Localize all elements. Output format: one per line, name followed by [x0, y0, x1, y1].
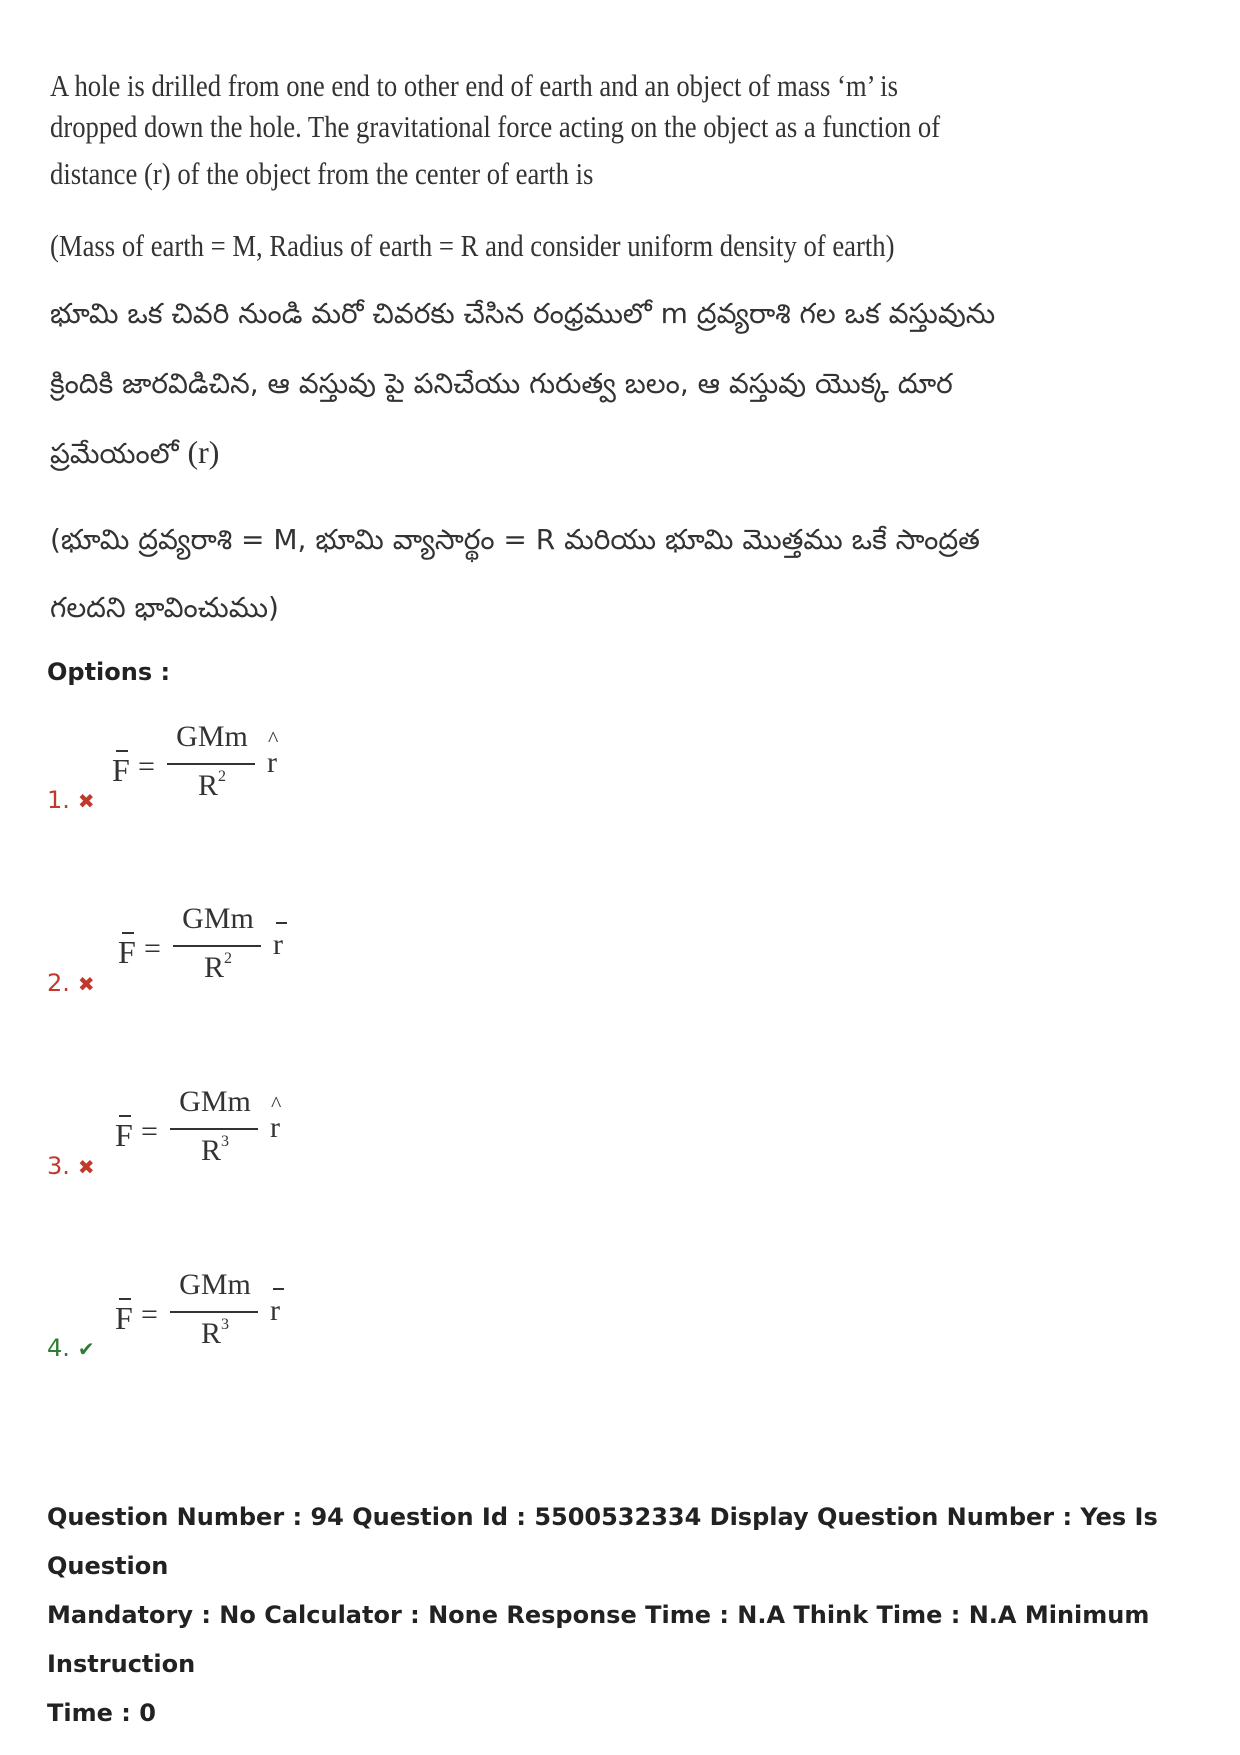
- question-telugu-line-3-text: ప్రమేయంలో: [50, 437, 179, 470]
- option-3-formula: [115, 1085, 315, 1185]
- denominator-base: R: [200, 1317, 221, 1350]
- denominator-power: 2: [218, 768, 226, 785]
- vector-bar: [119, 1298, 131, 1300]
- numerator: GMm: [179, 1085, 251, 1118]
- vector-bar: [116, 750, 128, 752]
- r-symbol: r: [270, 1294, 280, 1327]
- option-3[interactable]: [47, 1152, 95, 1180]
- question-telugu-line-3: [50, 434, 219, 472]
- metadata-line-1: Question Number : 94 Question Id : 5500532334 Display Question Number : Yes Is Question: [47, 1503, 1158, 1580]
- denominator-power: 3: [221, 1316, 229, 1333]
- vector-bar: [119, 1115, 131, 1117]
- question-telugu-line-1: భూమి ఒక చివరి నుండి మరో చివరకు చేసిన రంధ్రములో m ద్రవ్యరాశి గల ఒక వస్తువును: [50, 297, 996, 330]
- numerator: GMm: [179, 1268, 251, 1301]
- cross-icon: ✖: [77, 972, 95, 996]
- r-vector-symbol-telugu: (r): [187, 434, 220, 470]
- question-english-line-3-post: of the object from the center of earth is: [170, 156, 594, 191]
- option-1[interactable]: [47, 786, 95, 814]
- r-symbol: r: [273, 928, 283, 961]
- numerator: GMm: [176, 720, 248, 753]
- r-vector-symbol: (r): [144, 156, 171, 191]
- option-2-number: 2.: [47, 969, 70, 997]
- r-symbol: r: [270, 1111, 280, 1144]
- vector-bar: [122, 932, 134, 934]
- denominator: [170, 1133, 260, 1168]
- question-english-line-3-pre: distance: [50, 156, 145, 191]
- force-symbol: F: [115, 1300, 133, 1336]
- cross-icon: ✖: [77, 789, 95, 813]
- unit-vector-hat: ^: [271, 1091, 282, 1116]
- equals-sign: =: [141, 1298, 158, 1331]
- force-symbol: F: [115, 1117, 133, 1153]
- question-english-line-3: [50, 152, 593, 196]
- fraction-line: [173, 945, 261, 947]
- check-icon: ✔: [77, 1337, 95, 1361]
- option-1-formula: [112, 720, 312, 820]
- r-symbol: r: [267, 746, 277, 779]
- fraction-line: [167, 763, 255, 765]
- numerator: GMm: [182, 902, 254, 935]
- denominator: [167, 768, 257, 803]
- denominator: [173, 950, 263, 985]
- r-vector-bar: [276, 922, 287, 924]
- option-2-formula: [118, 902, 318, 1002]
- cross-icon: ✖: [77, 1155, 95, 1179]
- denominator-base: R: [200, 1134, 221, 1167]
- option-1-number: 1.: [47, 786, 70, 814]
- fraction-line: [170, 1128, 258, 1130]
- metadata-line-3: Time : 0: [47, 1699, 156, 1727]
- options-label: Options :: [47, 658, 171, 686]
- denominator-base: R: [203, 951, 224, 984]
- equals-sign: =: [138, 750, 155, 783]
- question-telugu-note-2: గలదని భావించుము): [50, 591, 279, 624]
- force-symbol: F: [118, 934, 136, 970]
- denominator: [170, 1316, 260, 1351]
- r-vector-bar: [273, 1288, 284, 1290]
- option-4[interactable]: [47, 1334, 95, 1362]
- force-symbol: F: [112, 752, 130, 788]
- option-4-number: 4.: [47, 1334, 70, 1362]
- unit-vector-hat: ^: [268, 726, 279, 751]
- option-2[interactable]: [47, 969, 95, 997]
- option-4-formula: [115, 1268, 315, 1368]
- equals-sign: =: [141, 1115, 158, 1148]
- denominator-power: 3: [221, 1133, 229, 1150]
- option-3-number: 3.: [47, 1152, 70, 1180]
- equals-sign: =: [144, 932, 161, 965]
- question-english-note: (Mass of earth = M, Radius of earth = R and consider uniform density of earth): [50, 228, 895, 263]
- denominator-power: 2: [224, 950, 232, 967]
- question-telugu-line-2: క్రిందికి జారవిడిచిన, ఆ వస్తువు పై పనిచేయు గురుత్వ బలం, ఆ వస్తువు యొక్క దూర: [50, 367, 953, 400]
- question-english-line-1: A hole is drilled from one end to other end of earth and an object of mass ‘m’ is: [50, 68, 898, 103]
- fraction-line: [170, 1311, 258, 1313]
- question-english-line-2: dropped down the hole. The gravitational force acting on the object as a function of: [50, 109, 941, 144]
- denominator-base: R: [197, 769, 218, 802]
- metadata-line-2: Mandatory : No Calculator : None Response Time : N.A Think Time : N.A Minimum Instruction: [47, 1601, 1150, 1678]
- question-metadata: [47, 1493, 1217, 1738]
- question-telugu-note-1: (భూమి ద్రవ్యరాశి = M, భూమి వ్యాసార్థం = R మరియు భూమి మొత్తము ఒకే సాంద్రత: [50, 523, 980, 556]
